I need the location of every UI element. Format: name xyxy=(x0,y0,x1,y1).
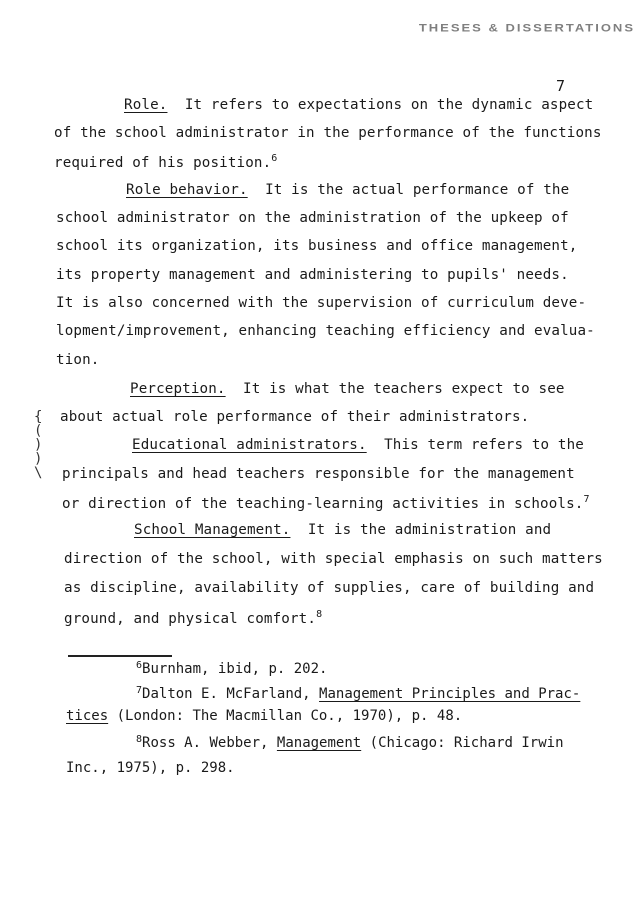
footnote-7-line-2: tices (London: The Macmillan Co., 1970), p. 48. xyxy=(66,708,463,724)
handwritten-margin-mark: { ( ) ) \ xyxy=(34,409,43,481)
school-mgmt-line-4: ground, and physical comfort.$^8$ xyxy=(64,609,323,627)
school-mgmt-line-1: School Management. It is the administration and xyxy=(134,522,552,538)
role-line-3: required of his position.$^6$ xyxy=(54,153,278,171)
footnote-8-line-2: Inc., 1975), p. 298. xyxy=(66,760,235,776)
archive-stamp: THESES & DISSERTATIONS xyxy=(418,21,635,34)
perception-line-1: Perception. It is what the teachers expect to see xyxy=(130,381,565,397)
footnote-ref-7: 7 xyxy=(583,494,590,505)
edu-admin-term: Educational administrators. xyxy=(132,437,367,453)
footnote-6: $^6$Burnham, ibid, p. 202. xyxy=(136,660,328,677)
edu-admin-line-2: principals and head teachers responsible for the management xyxy=(62,466,575,482)
role-behavior-line-3: school its organization, its business and office management, xyxy=(56,238,578,254)
edu-admin-line-3: or direction of the teaching-learning activities in schools.$^7$ xyxy=(62,494,590,512)
role-behavior-line-4: its property management and administering to pupils' needs. xyxy=(56,267,569,283)
footnote-separator xyxy=(68,655,172,657)
school-mgmt-line-3: as discipline, availability of supplies, care of building and xyxy=(64,580,595,596)
page-number: 7 xyxy=(556,77,566,95)
role-behavior-term: Role behavior. xyxy=(126,182,248,198)
role-behavior-line-6: lopment/improvement, enhancing teaching efficiency and evalua- xyxy=(56,323,595,339)
school-mgmt-term: School Management. xyxy=(134,522,291,538)
perception-term: Perception. xyxy=(130,381,226,397)
footnote-ref-6: 6 xyxy=(271,153,278,164)
footnote-7-line-1: $^7$Dalton E. McFarland, Management Principles and Prac- xyxy=(136,685,581,702)
role-behavior-line-2: school administrator on the administration of the upkeep of xyxy=(56,210,569,226)
role-line-2: of the school administrator in the performance of the functions xyxy=(54,125,602,141)
edu-admin-line-1: Educational administrators. This term refers to the xyxy=(132,437,584,453)
perception-line-2: about actual role performance of their administrators. xyxy=(60,409,530,425)
role-line-1 xyxy=(124,97,593,113)
school-mgmt-line-2: direction of the school, with special emphasis on such matters xyxy=(64,551,603,567)
footnote-8-line-1: $^8$Ross A. Webber, Management (Chicago: Richard Irwin xyxy=(136,734,564,751)
role-term: Role. xyxy=(124,97,168,113)
role-behavior-line-7: tion. xyxy=(56,352,100,368)
role-behavior-line-5: It is also concerned with the supervision of curriculum deve- xyxy=(56,295,587,311)
role-behavior-line-1: Role behavior. It is the actual performance of the xyxy=(126,182,570,198)
role-text-1: It refers to expectations on the dynamic aspect xyxy=(184,97,594,113)
footnote-ref-8: 8 xyxy=(316,609,323,620)
